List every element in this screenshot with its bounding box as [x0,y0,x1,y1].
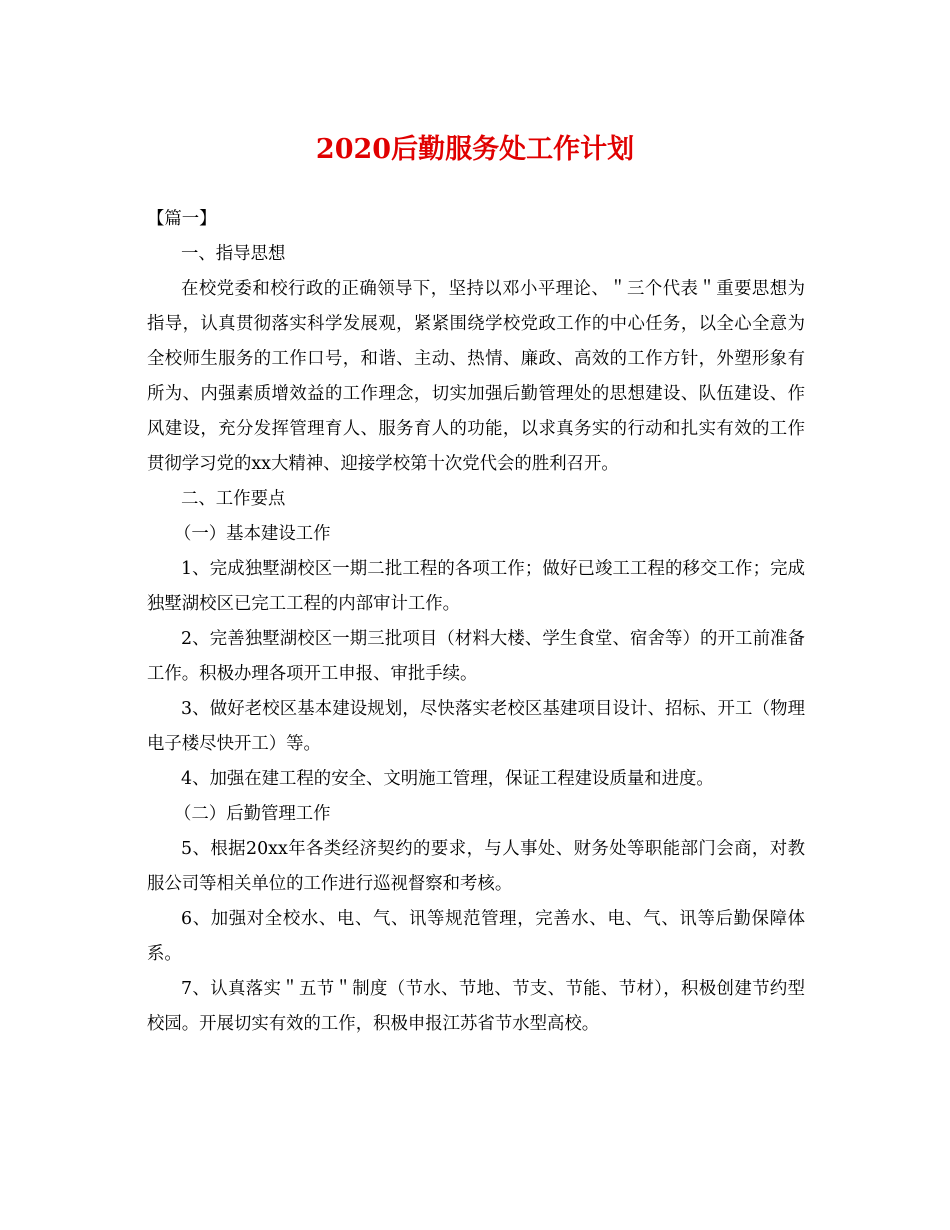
paragraph-guiding-thought: 在校党委和校行政的正确领导下，坚持以邓小平理论、＂三个代表＂重要思想为指导，认真贯彻落实科学发展观，紧紧围绕学校党政工作的中心任务，以全心全意为全校师生服务的工作口号，和谐、主动、热情、廉政、高效的工作方针，外塑形象有所为、内强素质增效益的工作理念，切实加强后勤管理处的思想建设、队伍建设、作风建设，充分发挥管理育人、服务育人的功能，以求真务实的行动和扎实有效的工作贯彻学习党的xx大精神、迎接学校第十次党代会的胜利召开。 [147,279,805,474]
list-item: 2、完善独墅湖校区一期三批项目（材料大楼、学生食堂、宿舍等）的开工前准备工作。积极办理各项开工申报、审批手续。 [147,629,805,684]
heading-work-points: 二、工作要点 [181,489,286,509]
document-title: 2020后勤服务处工作计划 [315,134,635,165]
list-item: 3、做好老校区基本建设规划，尽快落实老校区基建项目设计、招标、开工（物理电子楼尽快开工）等。 [147,699,805,754]
subheading-logistics: （二）后勤管理工作 [174,804,331,824]
subheading-construction: （一）基本建设工作 [174,524,331,544]
list-item: 6、加强对全校水、电、气、讯等规范管理，完善水、电、气、讯等后勤保障体系。 [147,909,805,964]
list-item: 1、完成独墅湖校区一期二批工程的各项工作；做好已竣工工程的移交工作；完成独墅湖校区已完工工程的内部审计工作。 [147,559,805,614]
list-item: 7、认真落实＂五节＂制度（节水、节地、节支、节能、节材），积极创建节约型校园。开展切实有效的工作，积极申报江苏省节水型高校。 [147,979,805,1034]
heading-guiding-thought: 一、指导思想 [181,244,286,264]
document-body [147,202,805,1042]
list-item: 5、根据20xx年各类经济契约的要求，与人事处、财务处等职能部门会商，对教服公司等相关单位的工作进行巡视督察和考核。 [147,839,805,894]
list-item: 4、加强在建工程的安全、文明施工管理，保证工程建设质量和进度。 [181,769,714,789]
section-label: 【篇一】 [147,209,217,229]
